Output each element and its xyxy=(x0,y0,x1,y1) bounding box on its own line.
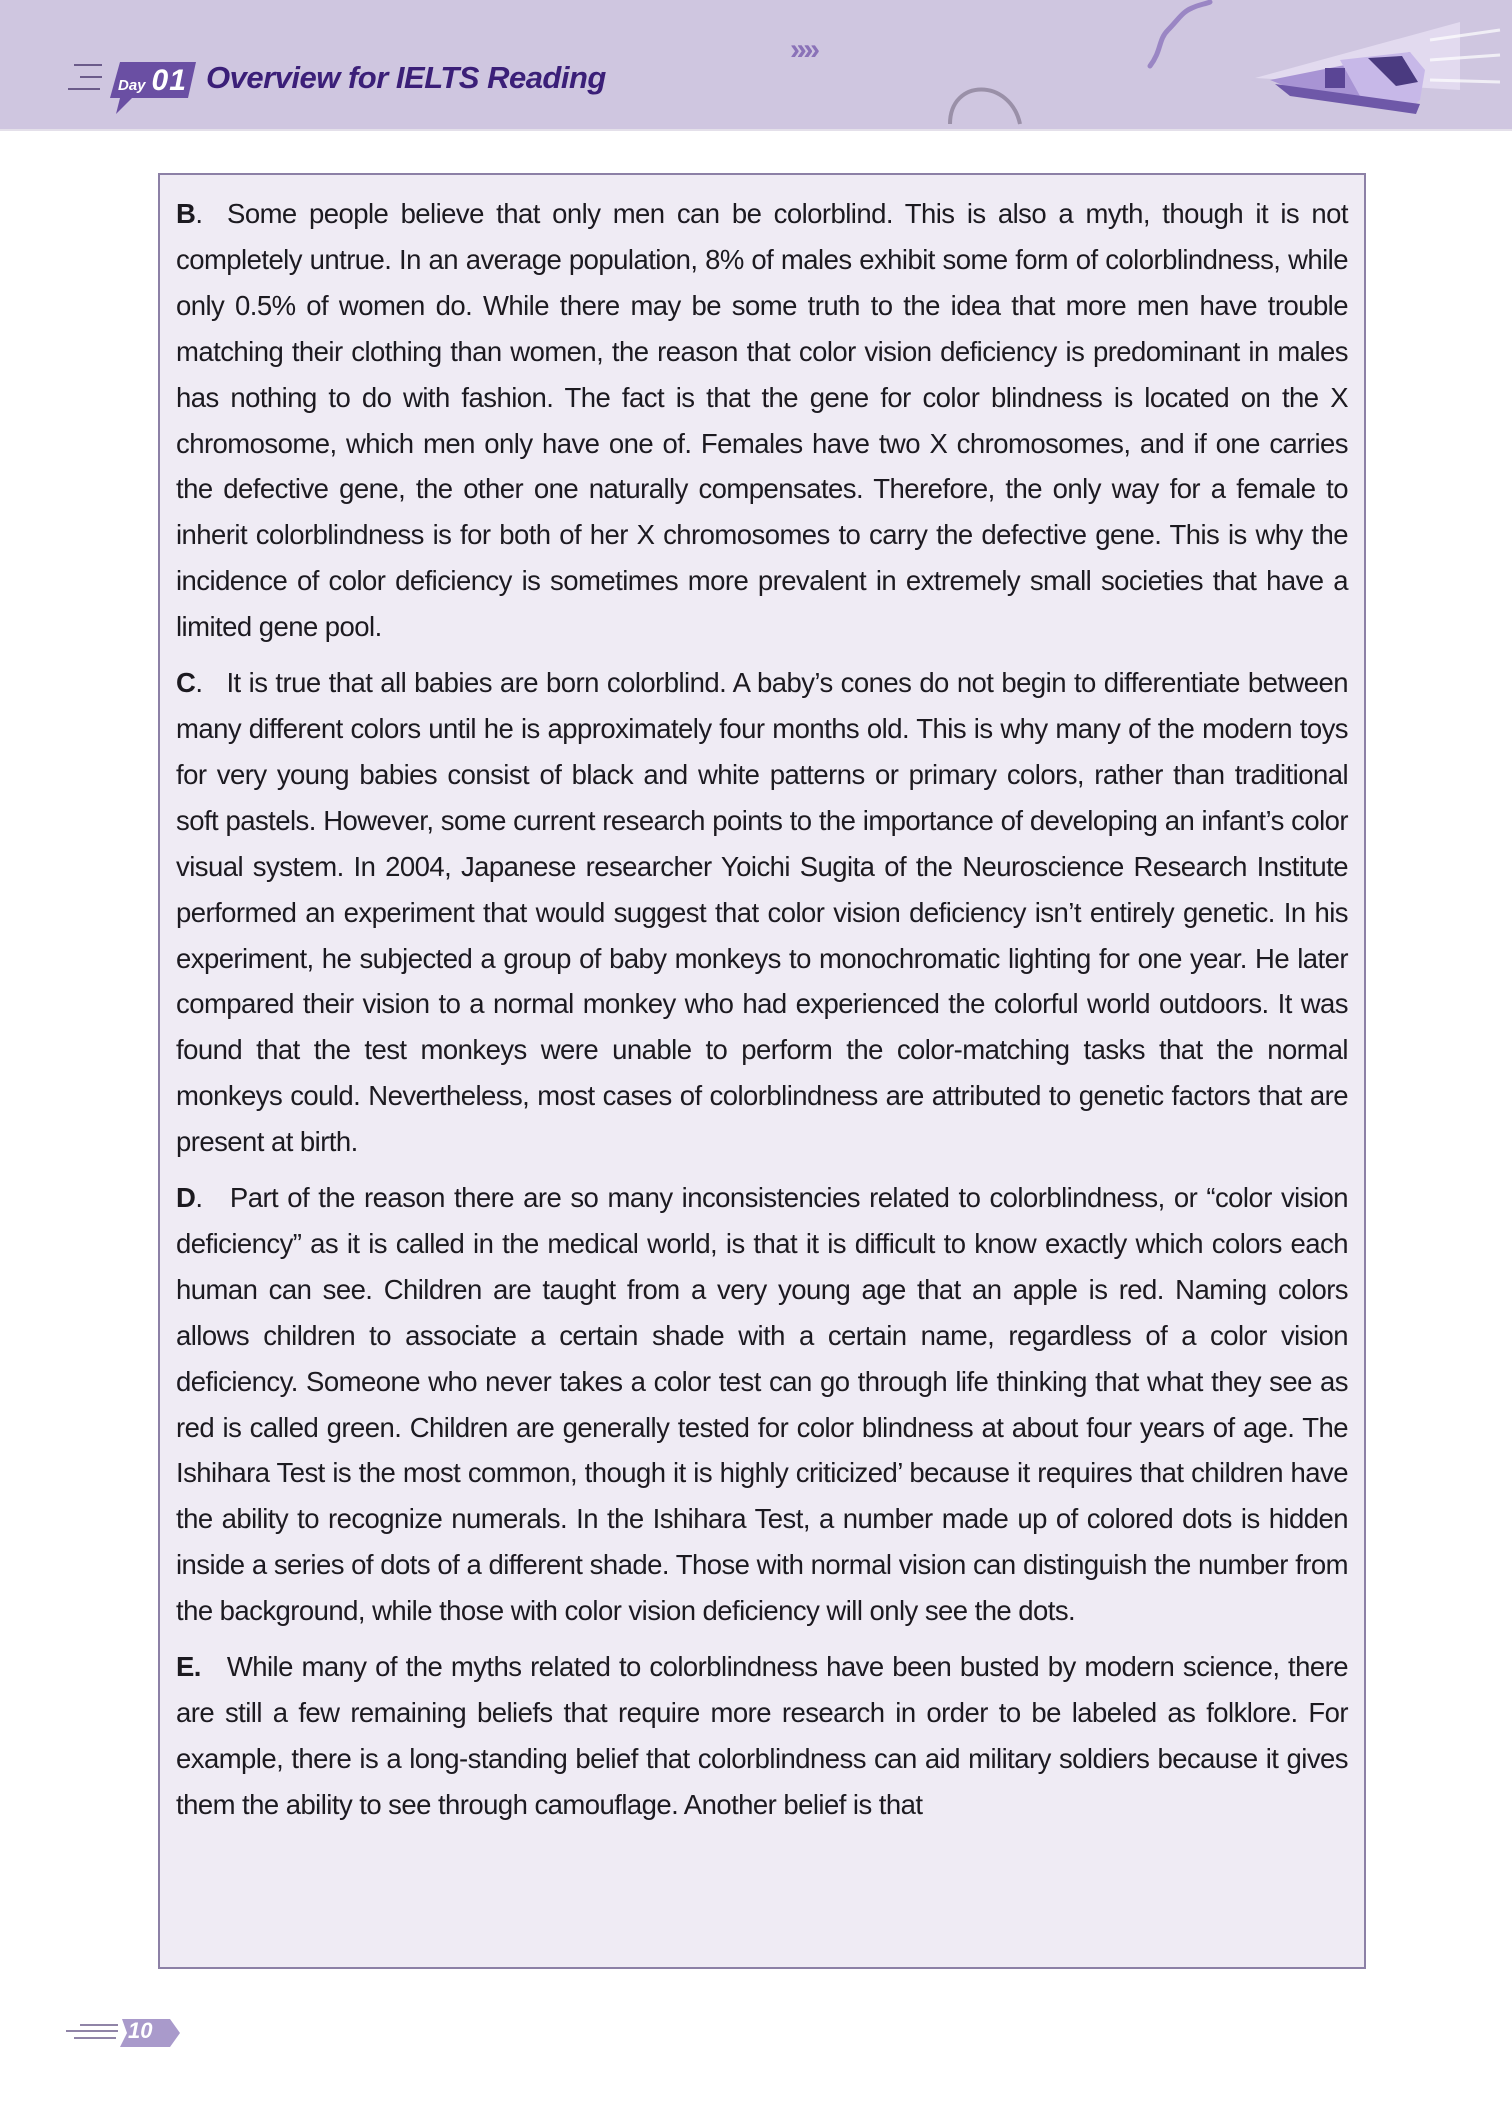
paragraph-d: D. Part of the reason there are so many inconsistencies related to colorblindness, or “color vision deficiency” as it is called in the medical world, is that it is difficult to know exactly which colors each human can see. Children are taught from a very young age that an apple is red. Naming colors allows children to associate a certain shade with a certain name, regardless of a color vision deficiency. Someone who never takes a color test can go through life thinking that what they see as red is called green. Children are generally tested for color blindness at about four years of age. The Ishihara Test is the most common, though it is highly criticized’ because it requires that children have the ability to recognize numerals. In the Ishihara Test, a number made up of colored dots is hidden inside a series of dots of a different shade. Those with normal vision can distinguish the number from the background, while those with color vision deficiency will only see the dots. xyxy=(176,1182,1348,1627)
train-icon xyxy=(1255,22,1500,114)
day-label: Day xyxy=(118,77,146,94)
paragraph-label: C xyxy=(176,667,196,699)
day-number: 01 xyxy=(151,64,187,97)
paragraph-text: Some people believe that only men can be colorblind. This is also a myth, though it is not completely untrue. In an average population, 8% of males exhibit some form of colorblindness, while only 0.5% of women do. While there may be some truth to the idea that more men have trouble matching their clothing than women, the reason that color vision deficiency is predominant in males has nothing to do with fashion. The fact is that the gene for color blindness is located on the X chromosome, which men only have one of. Females have two X chromosomes, and if one carries the defective gene, the other one naturally compensates. Therefore, the only way for a female to inherit colorblindness is for both of her X chromosomes to carry the defective gene. This is why the incidence of color deficiency is sometimes more prevalent in extremely small societies that have a limited gene pool. xyxy=(176,198,1349,643)
paragraph-label: E xyxy=(176,1651,194,1683)
page-number-badge-icon xyxy=(60,2018,180,2048)
paragraph-b: B. Some people believe that only men can be colorblind. This is also a myth, though it is not completely untrue. In an average population, 8% of males exhibit some form of colorblindness, while only 0.5% of women do. While there may be some truth to the idea that more men have trouble matching their clothing than women, the reason that color vision deficiency is predominant in males has nothing to do with fashion. The fact is that the gene for color blindness is located on the X chromosome, which men only have one of. Females have two X chromosomes, and if one carries the defective gene, the other one naturally compensates. Therefore, the only way for a female to inherit colorblindness is for both of her X chromosomes to carry the defective gene. This is why the incidence of color deficiency is sometimes more prevalent in extremely small societies that have a limited gene pool. xyxy=(176,198,1349,643)
paragraph-label: B xyxy=(176,198,196,229)
paragraph-text: While many of the myths related to colorblindness have been busted by modern science, there are still a few remaining beliefs that require more research in order to be labeled as folklore. For example, there is a long-standing belief that colorblindness can aid military soldiers because it gives them the ability to see through camouflage. Another belief is that xyxy=(176,1651,1348,1820)
paragraph-label: D xyxy=(176,1182,196,1214)
chevrons-icon: »»» xyxy=(790,33,811,66)
speed-lines-icon xyxy=(66,62,106,96)
squiggle-icon xyxy=(1150,2,1210,66)
paragraph-e: E. While many of the myths related to colorblindness have been busted by modern science, there are still a few remaining beliefs that require more research in order to be labeled as folklore. For example, there is a long-standing belief that colorblindness can aid military soldiers because it gives them the ability to see through camouflage. Another belief is that xyxy=(176,1651,1348,1820)
page-header xyxy=(0,0,1512,131)
day-badge xyxy=(118,64,187,98)
paragraph-text: It is true that all babies are born colorblind. A baby’s cones do not begin to differentiate between many different colors until he is approximately four months old. This is why many of the modern toys for very young babies consist of black and white patterns or primary colors, rather than traditional soft pastels. However, some current research points to the importance of developing an infant’s color visual system. In 2004, Japanese researcher Yoichi Sugita of the Neuroscience Research Institute performed an experiment that would suggest that color vision deficiency isn’t entirely genetic. In his experiment, he subjected a group of baby monkeys to monochromatic lighting for one year. He later compared their vision to a normal monkey who had experienced the colorful world outdoors. It was found that the test monkeys were unable to perform the color-matching tasks that the normal monkeys could. Nevertheless, most cases of colorblindness are attributed to genetic factors that are present at birth. xyxy=(176,667,1348,1158)
page-number: 10 xyxy=(128,2018,153,2043)
paragraph-text: Part of the reason there are so many inconsistencies related to colorblindness, or “color vision deficiency” as it is called in the medical world, is that it is difficult to know exactly which colors each human can see. Children are taught from a very young age that an apple is red. Naming colors allows children to associate a certain shade with a certain name, regardless of a color vision deficiency. Someone who never takes a color test can go through life thinking that what they see as red is called green. Children are generally tested for color blindness at about four years of age. The Ishihara Test is the most common, though it is highly criticized’ because it requires that children have the ability to recognize numerals. In the Ishihara Test, a number made up of colored dots is hidden inside a series of dots of a different shade. Those with normal vision can distinguish the number from the background, while those with color vision deficiency will only see the dots. xyxy=(176,1182,1348,1627)
chapter-title: Overview for IELTS Reading xyxy=(206,60,606,95)
reading-passage-box xyxy=(158,173,1366,1969)
arc-icon xyxy=(950,90,1020,125)
paragraph-c: C. It is true that all babies are born colorblind. A baby’s cones do not begin to differentiate between many different colors until he is approximately four months old. This is why many of the modern toys for very young babies consist of black and white patterns or primary colors, rather than traditional soft pastels. However, some current research points to the importance of developing an infant’s color visual system. In 2004, Japanese researcher Yoichi Sugita of the Neuroscience Research Institute performed an experiment that would suggest that color vision deficiency isn’t entirely genetic. In his experiment, he subjected a group of baby monkeys to monochromatic lighting for one year. He later compared their vision to a normal monkey who had experienced the colorful world outdoors. It was found that the test monkeys were unable to perform the color-matching tasks that the normal monkeys could. Nevertheless, most cases of colorblindness are attributed to genetic factors that are present at birth. xyxy=(176,667,1348,1158)
